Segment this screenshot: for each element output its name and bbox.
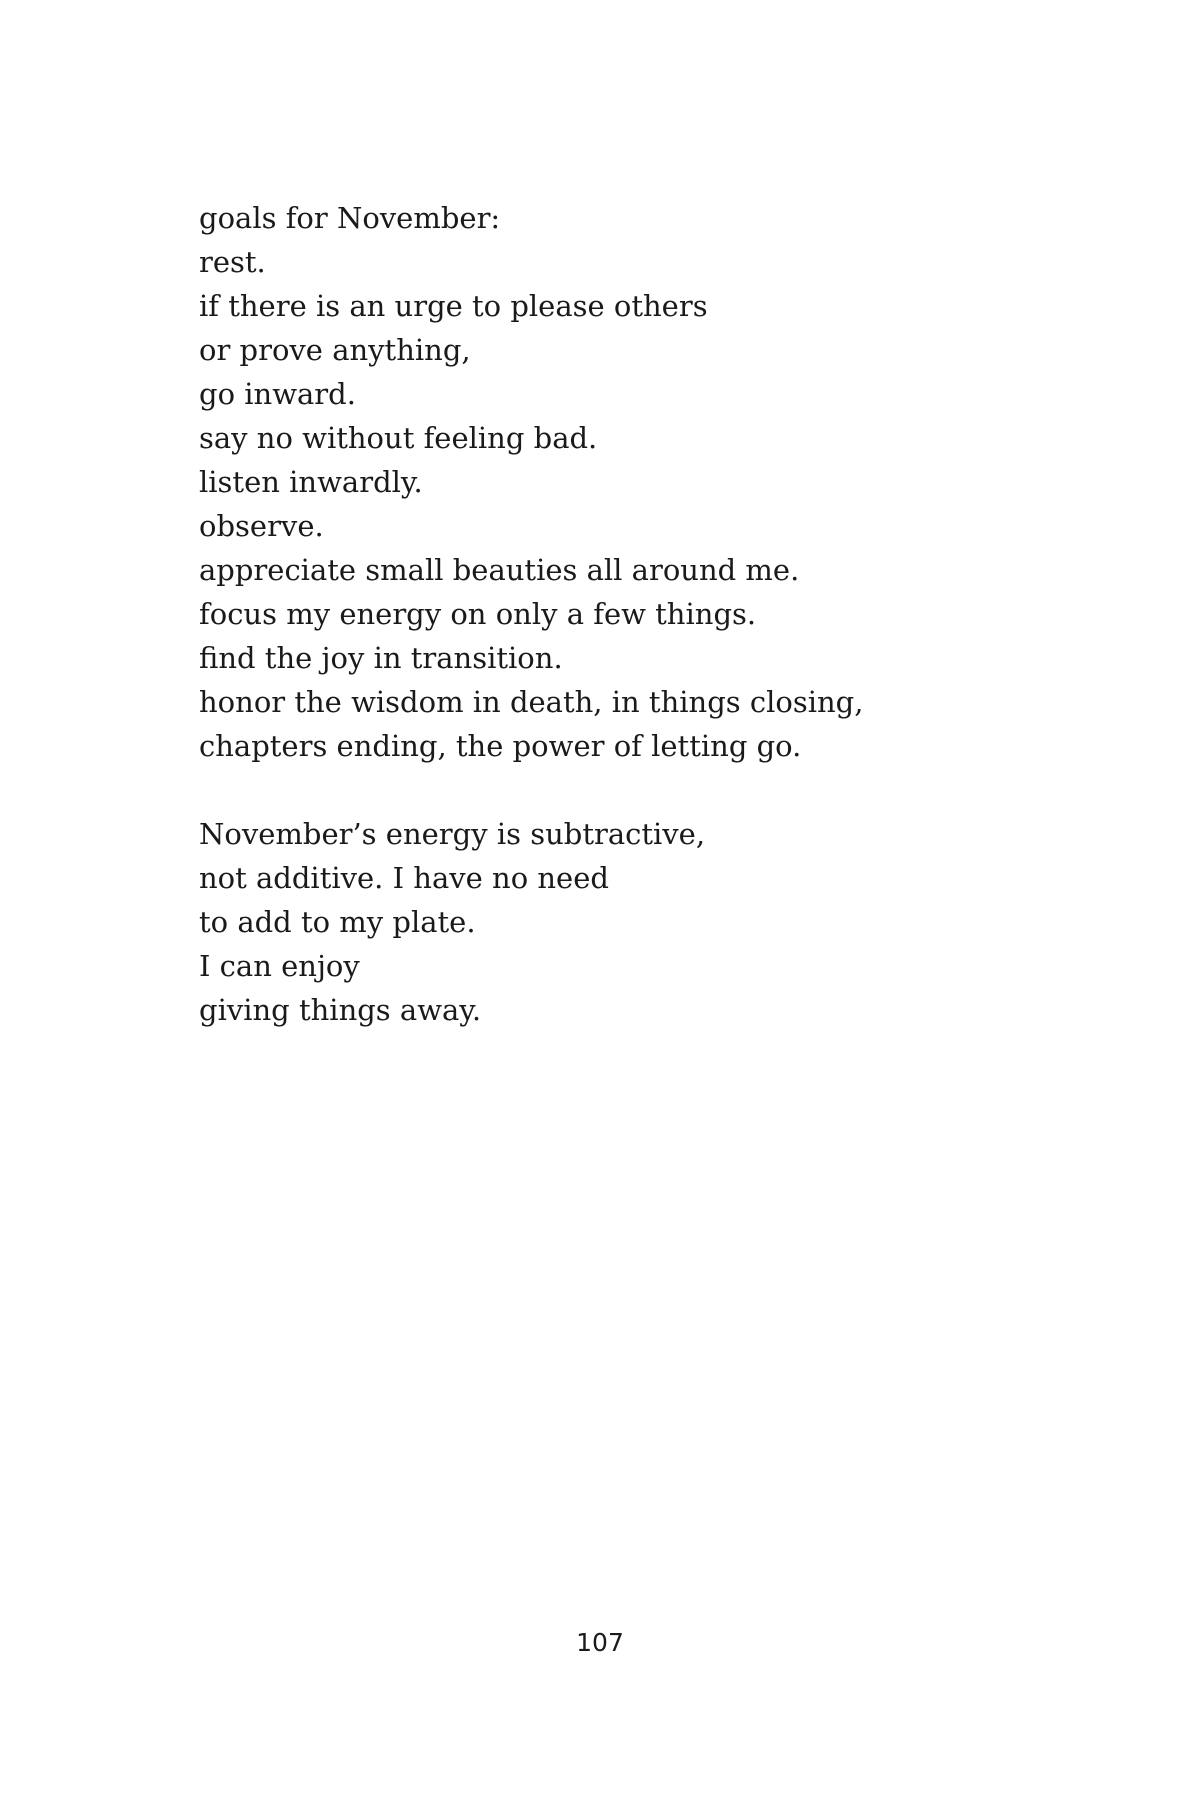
poem-line: appreciate small beauties all around me. <box>199 553 800 587</box>
poem-line: find the joy in transition. <box>199 641 563 675</box>
poem-line: to add to my plate. <box>199 905 476 939</box>
poem-line: if there is an urge to please others <box>199 289 708 323</box>
poem-line: November’s energy is subtractive, <box>199 817 706 851</box>
poem-line: or prove anything, <box>199 333 471 367</box>
stanza-november-energy <box>199 812 1099 1032</box>
page-number: 107 <box>576 1628 624 1657</box>
poem-line: observe. <box>199 509 324 543</box>
poem-line: giving things away. <box>199 993 482 1027</box>
poem-line: say no without feeling bad. <box>199 421 598 455</box>
stanza-goals <box>199 196 1099 768</box>
poem-line: honor the wisdom in death, in things closing, <box>199 685 864 719</box>
poem-line: chapters ending, the power of letting go. <box>199 729 802 763</box>
poem-line: focus my energy on only a few things. <box>199 597 757 631</box>
poem-line: rest. <box>199 245 266 279</box>
poem <box>199 196 1099 1032</box>
poem-line: listen inwardly. <box>199 465 423 499</box>
poem-line: I can enjoy <box>199 949 360 983</box>
poem-line: not additive. I have no need <box>199 861 609 895</box>
poem-line: goals for November: <box>199 201 501 235</box>
poem-line: go inward. <box>199 377 356 411</box>
